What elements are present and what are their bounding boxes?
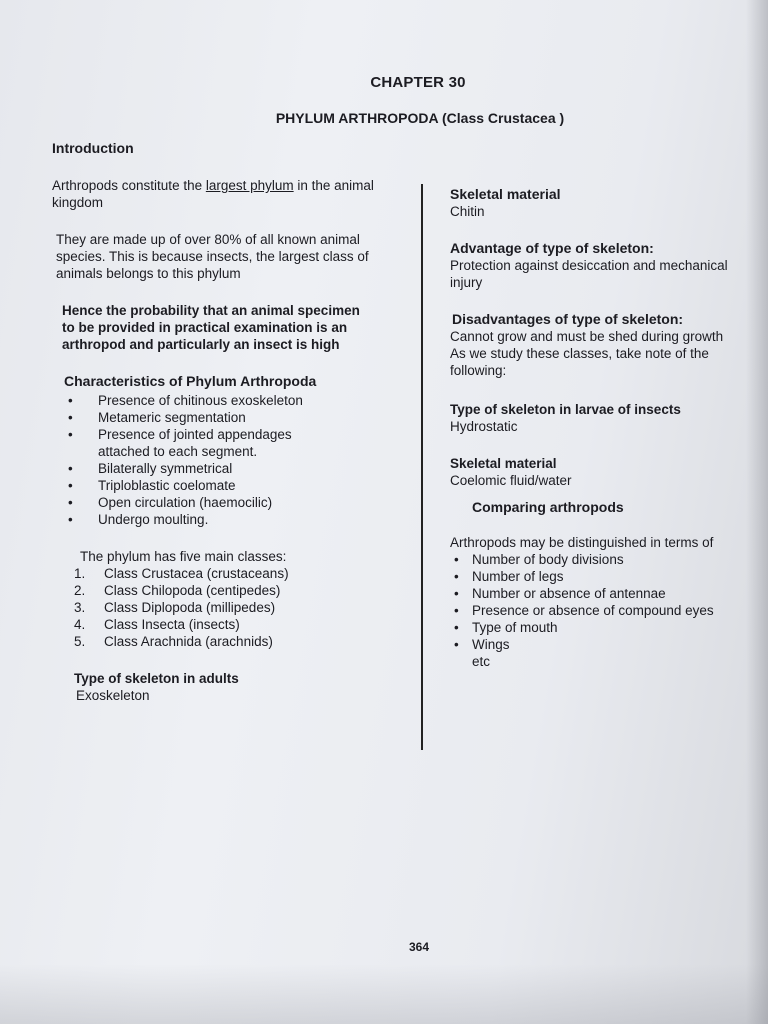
- adult-skeleton-heading: Type of skeleton in adults: [74, 671, 239, 686]
- left-column: [52, 140, 402, 704]
- intro-paragraph-3: Hence the probability that an animal specimen to be provided in practical examination is an arthropod and particularly an insect is high: [62, 303, 360, 352]
- comparison-criteria-list: [450, 551, 768, 653]
- skeletal-material-heading: Skeletal material: [450, 186, 561, 202]
- list-item: 5. Class Arachnida (arachnids): [74, 634, 273, 649]
- comparing-intro: Arthropods may be distinguished in terms of: [450, 535, 714, 550]
- list-item: 4. Class Insecta (insects): [74, 617, 240, 632]
- disadvantage-heading: Disadvantages of type of skeleton:: [452, 311, 684, 327]
- list-item: • Presence of chitinous exoskeleton: [98, 392, 402, 409]
- larvae-skeleton-heading: Type of skeleton in larvae of insects: [450, 402, 681, 417]
- etc-text: etc: [472, 654, 491, 669]
- largest-phylum-term: largest phylum: [205, 178, 294, 193]
- list-item: • Metameric segmentation: [98, 409, 402, 426]
- comparing-heading: Comparing arthropods: [472, 499, 624, 515]
- list-item: 1. Class Crustacea (crustaceans): [74, 566, 289, 581]
- introduction-heading: Introduction: [52, 140, 134, 156]
- classes-list: [52, 565, 402, 650]
- disadvantage-value: Cannot grow and must be shed during growth: [450, 329, 724, 344]
- page-bottom-shadow: [0, 964, 768, 1024]
- right-column: [450, 186, 768, 670]
- list-item: 3. Class Diplopoda (millipedes): [74, 600, 276, 615]
- list-item: • Type of mouth: [472, 619, 768, 636]
- list-item: 2. Class Chilopoda (centipedes): [74, 583, 281, 598]
- chapter-number: CHAPTER 30: [370, 74, 466, 91]
- list-item: • Presence of jointed appendages attached to each segment.: [98, 426, 343, 460]
- skeletal-material-value: Chitin: [450, 204, 485, 219]
- list-item: • Number of body divisions: [472, 551, 768, 568]
- page-number: 364: [409, 940, 430, 954]
- larvae-skeleton-value: Hydrostatic: [450, 419, 518, 434]
- list-item: • Wings: [472, 636, 768, 653]
- advantage-heading: Advantage of type of skeleton:: [450, 240, 654, 256]
- list-item: • Open circulation (haemocilic): [98, 494, 402, 511]
- list-item: • Number or absence of antennae: [472, 585, 768, 602]
- list-item: • Triploblastic coelomate: [98, 477, 402, 494]
- characteristics-list: [52, 392, 402, 528]
- intro-paragraph-2: They are made up of over 80% of all known animal species. This is because insects, the largest class of animals belongs to this phylum: [56, 232, 369, 281]
- list-item: • Undergo moulting.: [98, 511, 402, 528]
- column-divider: [421, 184, 423, 750]
- list-item: • Bilaterally symmetrical: [98, 460, 402, 477]
- larvae-material-heading: Skeletal material: [450, 456, 557, 471]
- classes-intro: The phylum has five main classes:: [80, 549, 287, 564]
- larvae-material-value: Coelomic fluid/water: [450, 473, 572, 488]
- list-item: • Presence or absence of compound eyes: [472, 602, 768, 619]
- advantage-value: Protection against desiccation and mechanical injury: [450, 258, 728, 290]
- characteristics-heading: Characteristics of Phylum Arthropoda: [64, 373, 317, 389]
- study-note: As we study these classes, take note of the following:: [450, 346, 709, 378]
- chapter-title: PHYLUM ARTHROPODA (Class Crustacea ): [275, 110, 565, 126]
- list-item: • Number of legs: [472, 568, 768, 585]
- adult-skeleton-value: Exoskeleton: [76, 688, 150, 703]
- intro-paragraph-1: Arthropods constitute the largest phylum in the animal kingdom: [52, 178, 374, 210]
